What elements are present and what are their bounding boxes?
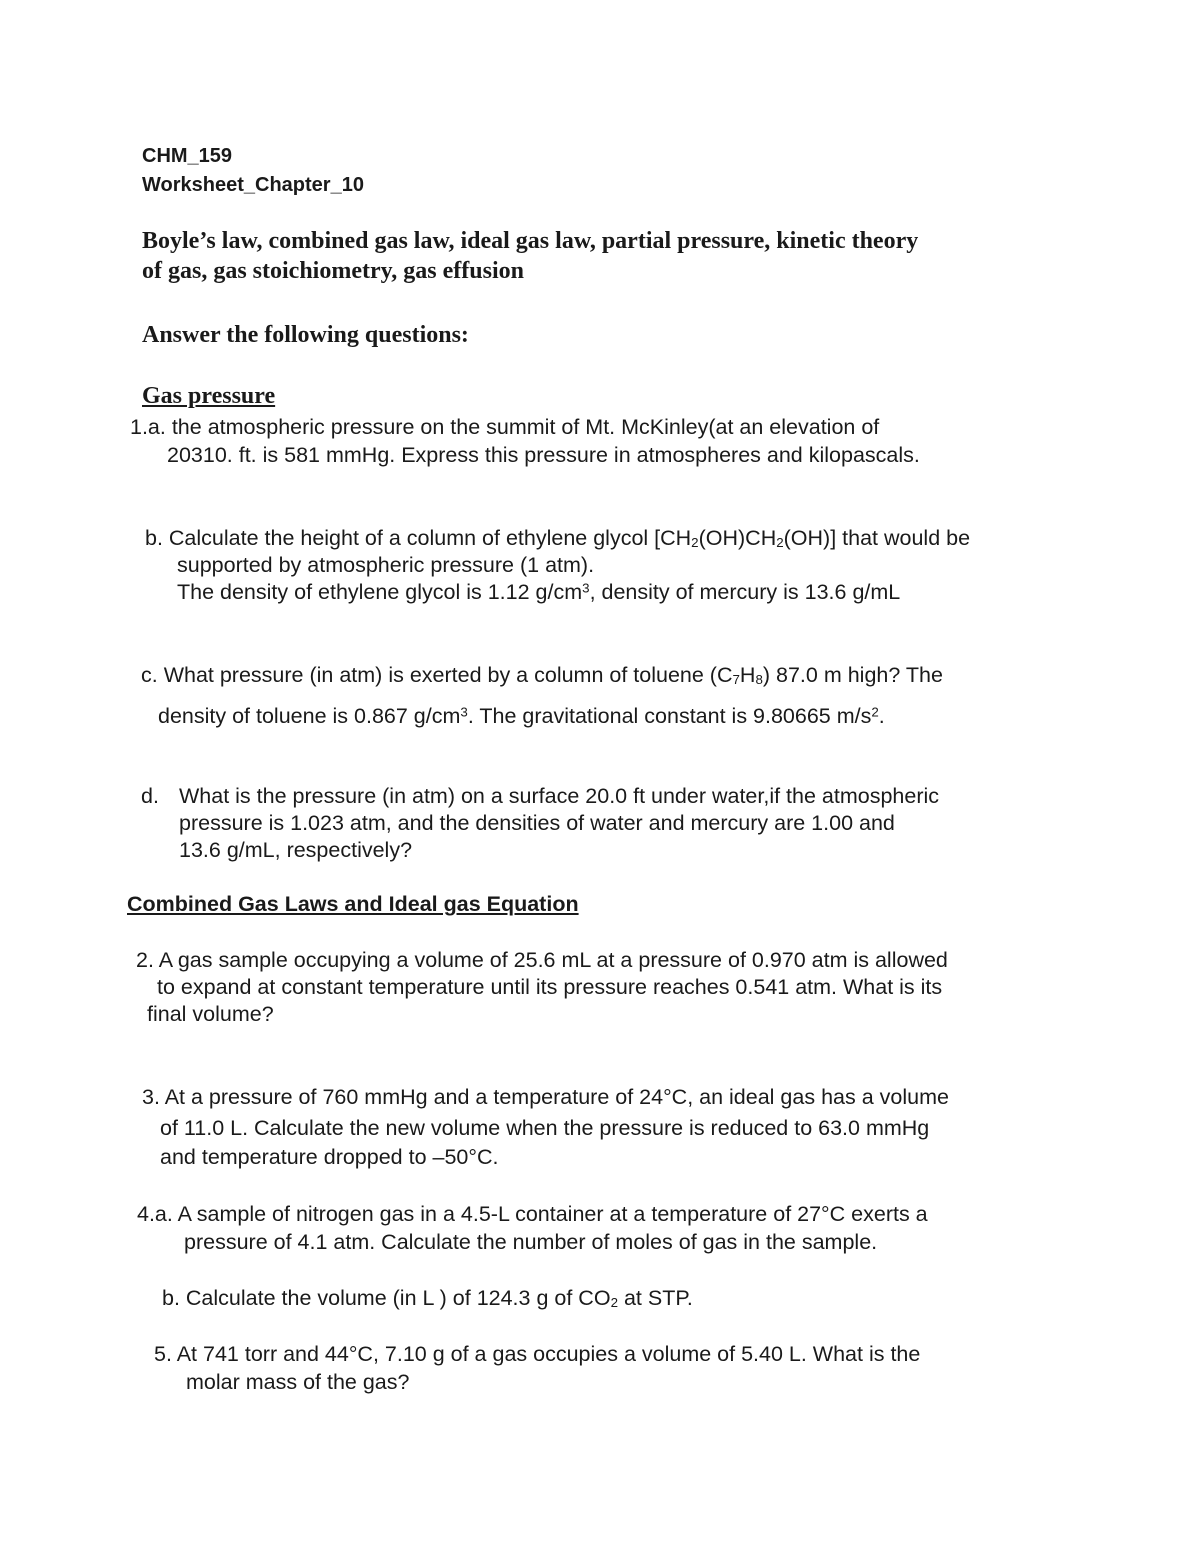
question-4b-line [162, 1288, 693, 1310]
topics-line-2: of gas, gas stoichiometry, gas effusion [142, 258, 524, 284]
question-2-line-3: final volume? [147, 1002, 274, 1026]
instructions-heading: Answer the following questions: [142, 322, 469, 348]
q1c-superscript-1: 3 [460, 704, 468, 720]
q1c-text-a: c. What pressure (in atm) is exerted by a column of toluene (C [141, 663, 733, 687]
question-1c-line-1 [141, 665, 943, 687]
course-code: CHM_159 [142, 145, 233, 167]
q1c-superscript-2: 2 [871, 704, 879, 720]
q1c-subscript-1: 7 [732, 671, 740, 687]
question-4a-line-1: 4.a. A sample of nitrogen gas in a 4.5-L container at a temperature of 27°C exerts a [137, 1202, 928, 1226]
q1b-text-c: (OH)] that would be [783, 526, 971, 550]
q1c-subscript-2: 8 [755, 671, 763, 687]
q1c-text-b: H [739, 663, 756, 687]
q4b-text-a: b. Calculate the volume (in L ) of 124.3 g of CO [162, 1286, 611, 1310]
question-1b-line-2: supported by atmospheric pressure (1 atm). [177, 553, 595, 577]
question-1d-line-3: 13.6 g/mL, respectively? [179, 838, 413, 862]
q1b-density-text-a: The density of ethylene glycol is 1.12 g/cm [177, 580, 583, 604]
question-4a-line-2: pressure of 4.1 atm. Calculate the number of moles of gas in the sample. [184, 1230, 878, 1254]
question-1d-line-2: pressure is 1.023 atm, and the densities of water and mercury are 1.00 and [179, 811, 895, 835]
question-2-line-2: to expand at constant temperature until its pressure reaches 0.541 atm. What is its [157, 975, 943, 999]
question-1a-line-2: 20310. ft. is 581 mmHg. Express this pressure in atmospheres and kilopascals. [167, 443, 920, 467]
q4b-text-b: at STP. [617, 1286, 693, 1310]
question-5-line-1: 5. At 741 torr and 44°C, 7.10 g of a gas occupies a volume of 5.40 L. What is the [154, 1342, 921, 1366]
q1b-subscript-2: 2 [776, 534, 784, 550]
q1b-text-a: b. Calculate the height of a column of ethylene glycol [CH [145, 526, 692, 550]
question-3-line-2: of 11.0 L. Calculate the new volume when the pressure is reduced to 63.0 mmHg [160, 1116, 930, 1140]
question-5-line-2: molar mass of the gas? [186, 1370, 410, 1394]
q1b-text-b: (OH)CH [698, 526, 777, 550]
q1c-l2-text-b: . The gravitational constant is 9.80665 m/s [467, 704, 872, 728]
q1b-density-text-b: , density of mercury is 13.6 g/mL [589, 580, 901, 604]
worksheet-title: Worksheet_Chapter_10 [142, 174, 364, 196]
q1b-superscript: 3 [582, 580, 590, 596]
question-1b-line-3 [177, 582, 900, 604]
q1c-text-c: ) 87.0 m high? The [762, 663, 943, 687]
q1c-l2-text-a: density of toluene is 0.867 g/cm [158, 704, 461, 728]
topics-line-1: Boyle’s law, combined gas law, ideal gas law, partial pressure, kinetic theory [142, 228, 919, 254]
q1b-subscript-1: 2 [691, 534, 699, 550]
section-title-gas-pressure: Gas pressure [142, 383, 276, 409]
question-1d-label: d. [141, 784, 159, 808]
question-2-line-1: 2. A gas sample occupying a volume of 25.6 mL at a pressure of 0.970 atm is allowed [136, 948, 948, 972]
question-1b-line-1 [145, 528, 970, 550]
section-title-combined-gas-laws: Combined Gas Laws and Ideal gas Equation [127, 892, 579, 916]
question-1a-line-1: 1.a. the atmospheric pressure on the summit of Mt. McKinley(at an elevation of [130, 415, 880, 439]
question-3-line-3: and temperature dropped to –50°C. [160, 1145, 499, 1169]
question-1d-line-1: What is the pressure (in atm) on a surface 20.0 ft under water,if the atmospheric [179, 784, 940, 808]
question-3-line-1: 3. At a pressure of 760 mmHg and a temperature of 24°C, an ideal gas has a volume [142, 1085, 949, 1109]
q4b-subscript: 2 [610, 1294, 618, 1310]
question-1c-line-2 [158, 706, 885, 728]
q1c-l2-text-c: . [878, 704, 885, 728]
